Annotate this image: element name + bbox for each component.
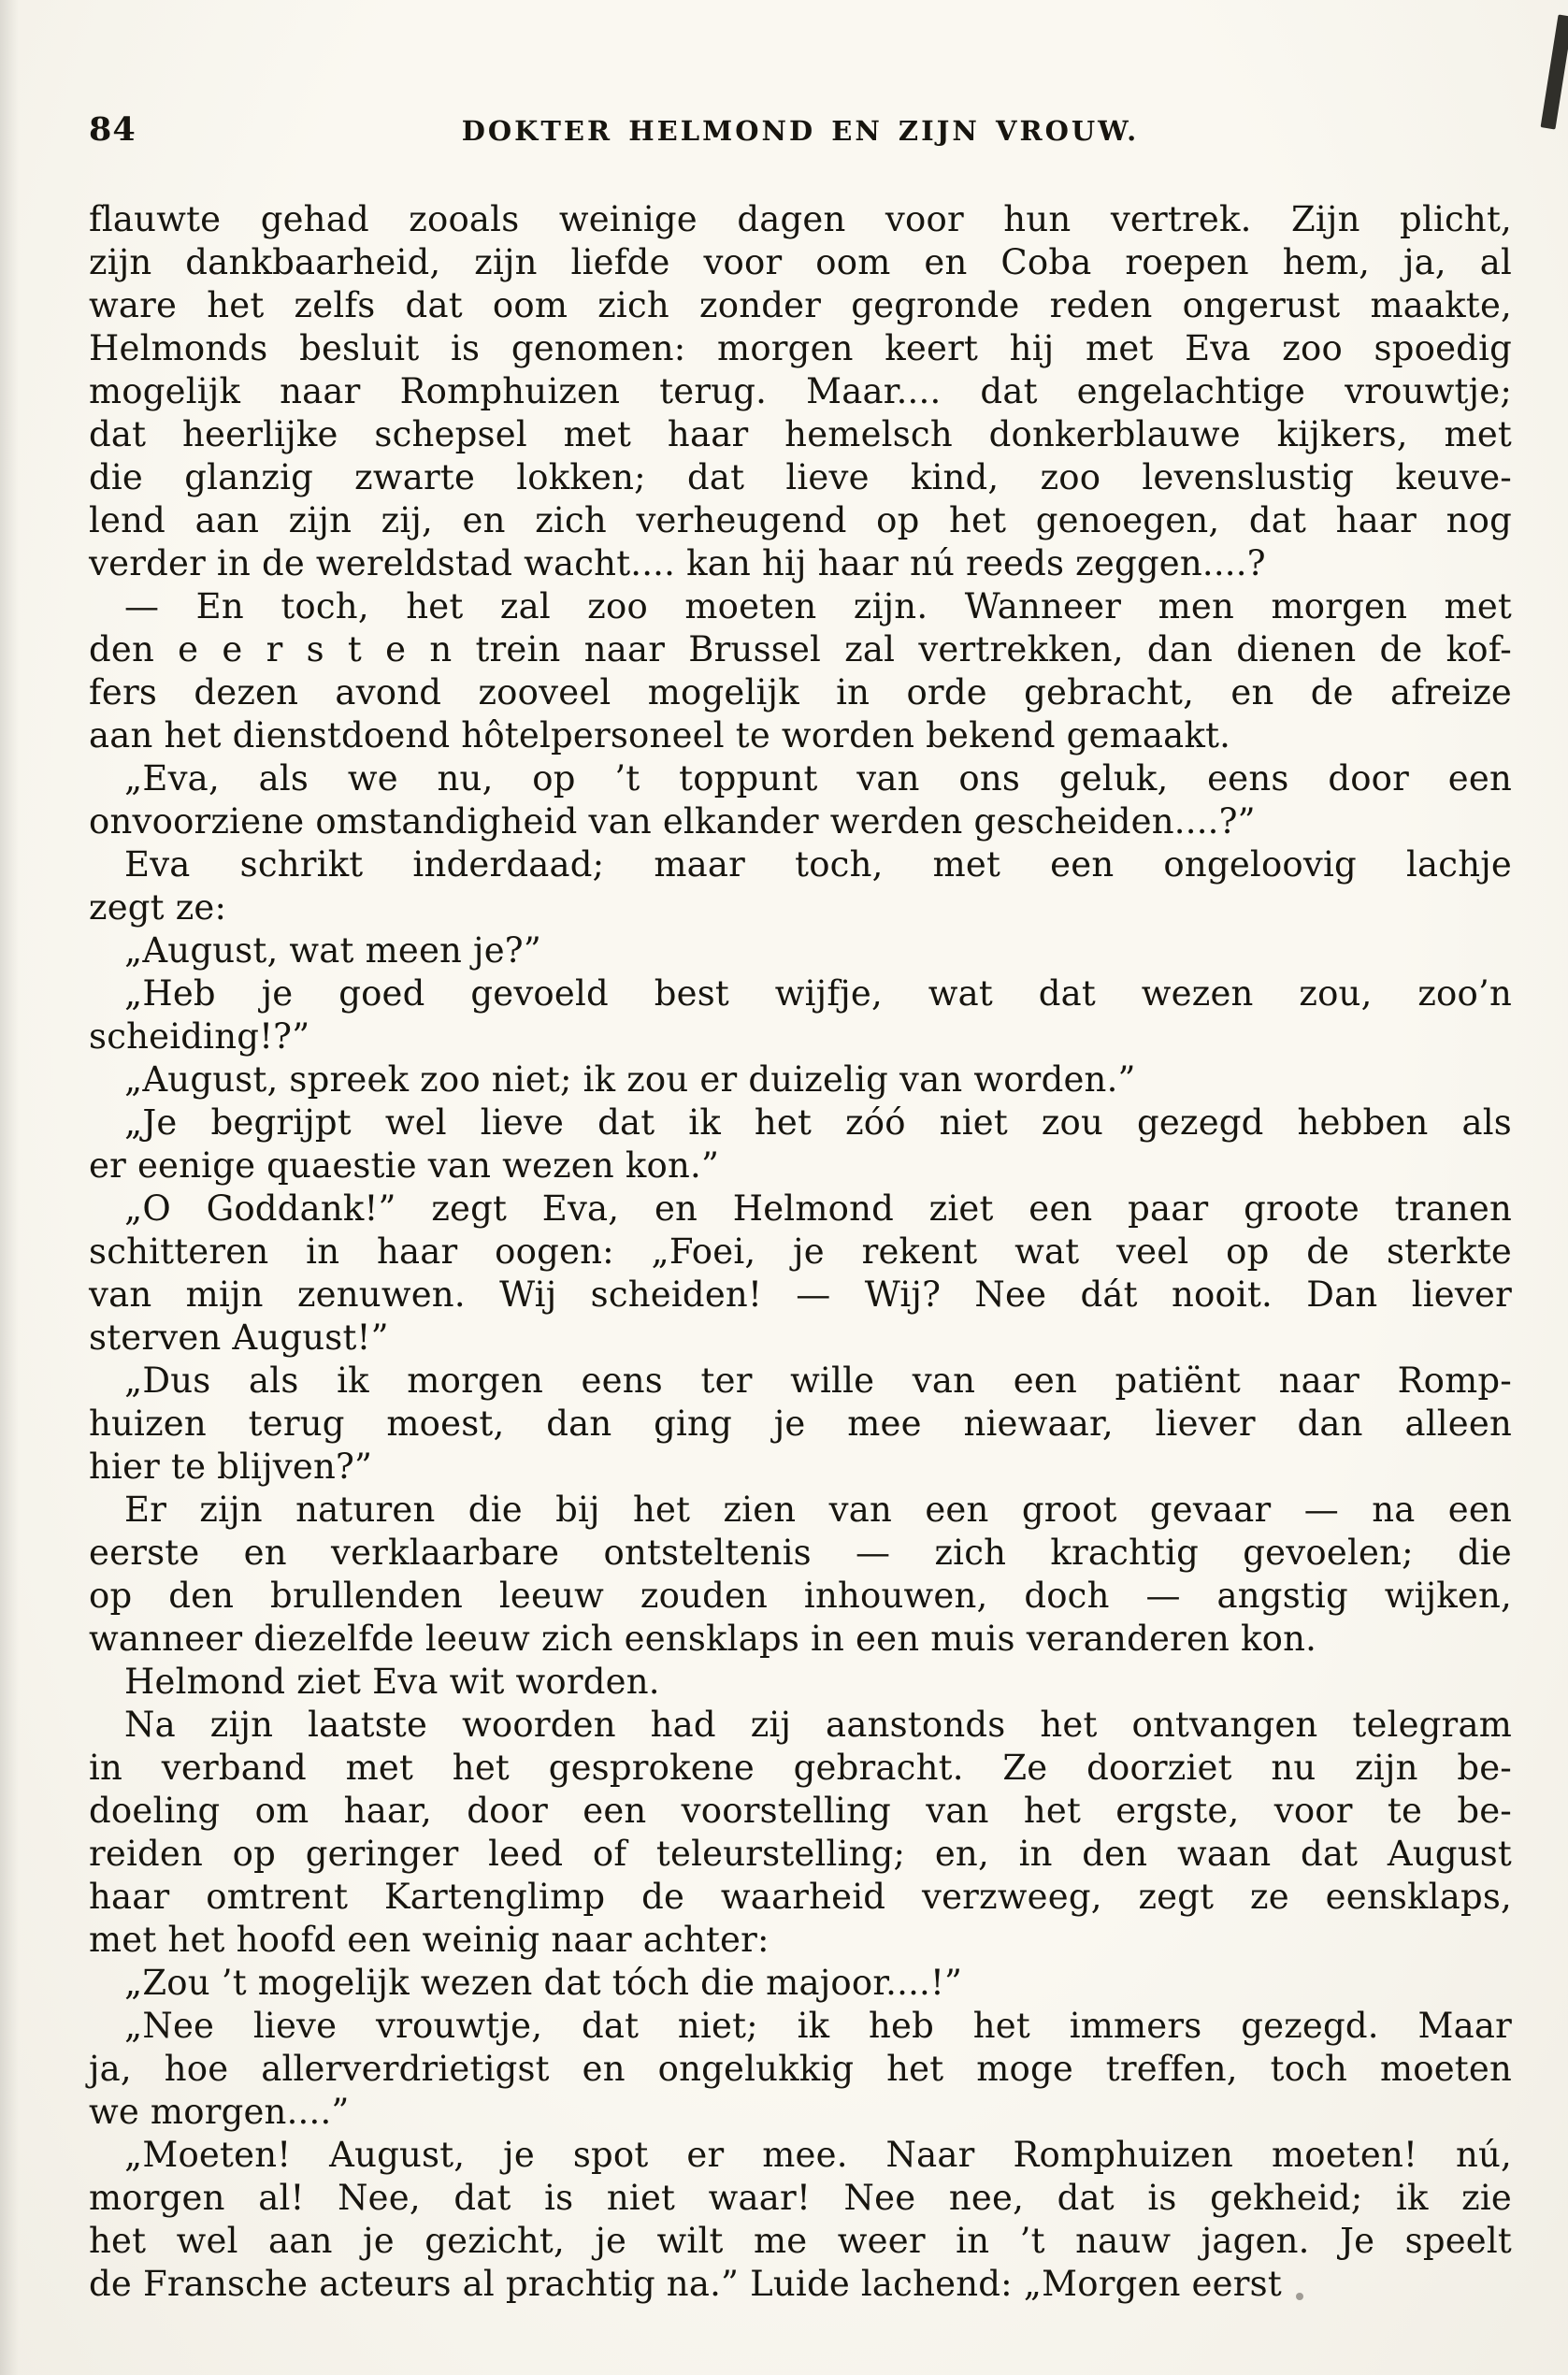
text-line: „Heb je goed gevoeld best wijfje, wat dat wezen zou, zoo’n — [124, 973, 1512, 1014]
text-line: ja, hoe allerverdrietigst en ongelukkig het moge treffen, toch moeten — [89, 2049, 1512, 2089]
text-line: „August, spreek zoo niet; ik zou er duizelig van worden.” — [124, 1059, 1136, 1100]
text-line: eerste en verklaarbare ontsteltenis — zich krachtig gevoelen; die — [89, 1533, 1512, 1573]
text-line: ware het zelfs dat oom zich zonder gegronde reden ongerust maakte, — [89, 285, 1512, 325]
text-line: doeling om haar, door een voorstelling van het ergste, voor te be- — [89, 1791, 1512, 1831]
paragraph — [89, 585, 1512, 757]
text-line: dat heerlijke schepsel met haar hemelsch donkerblauwe kijkers, met — [89, 414, 1512, 454]
text-line: op den brullenden leeuw zouden inhouwen, doch — angstig wijken, — [89, 1576, 1512, 1616]
text-line: „Zou ’t mogelijk wezen dat tóch die majoor....!” — [124, 1963, 963, 2003]
text-line: sterven August!” — [89, 1317, 389, 1358]
text-block — [89, 198, 1512, 2306]
text-line: lend aan zijn zij, en zich verheugend op het genoegen, dat haar nog — [89, 500, 1512, 540]
paragraph — [89, 1360, 1512, 1489]
text-line: „Nee lieve vrouwtje, dat niet; ik heb het immers gezegd. Maar — [124, 2006, 1512, 2046]
text-line: Na zijn laatste woorden had zij aanstonds het ontvangen telegram — [124, 1705, 1512, 1745]
text-line: „O Goddank!” zegt Eva, en Helmond ziet een paar groote tranen — [124, 1188, 1512, 1229]
text-line: „Dus als ik morgen eens ter wille van een patiënt naar Romp- — [124, 1360, 1512, 1401]
text-line: „Moeten! August, je spot er mee. Naar Romphuizen moeten! nú, — [124, 2135, 1512, 2175]
text-line: in verband met het gesprokene gebracht. Ze doorziet nu zijn be- — [89, 1748, 1512, 1788]
paragraph — [89, 1489, 1512, 1661]
text-line: de Fransche acteurs al prachtig na.” Luide lachend: „Morgen eerst — [89, 2264, 1282, 2304]
text-line: haar omtrent Kartenglimp de waarheid verzweeg, zegt ze eensklaps, — [89, 1877, 1512, 1917]
paragraph — [89, 843, 1512, 929]
text-line: er eenige quaestie van wezen kon.” — [89, 1145, 720, 1186]
paragraph — [89, 2134, 1512, 2306]
paragraph — [89, 757, 1512, 843]
text-line: van mijn zenuwen. Wij scheiden! — Wij? Nee dát nooit. Dan liever — [89, 1274, 1512, 1315]
scan-artifact-speck — [1296, 2293, 1303, 2300]
text-line: Er zijn naturen die bij het zien van een groot gevaar — na een — [124, 1490, 1512, 1530]
text-line: fers dezen avond zooveel mogelijk in orde gebracht, en de afreize — [89, 672, 1512, 712]
scan-artifact-corner — [1541, 14, 1568, 129]
paragraph — [89, 1058, 1512, 1101]
text-line: Helmonds besluit is genomen: morgen keert hij met Eva zoo spoedig — [89, 328, 1512, 368]
text-line: hier te blijven?” — [89, 1447, 373, 1487]
paragraph — [89, 1661, 1512, 1704]
page-number: 84 — [89, 110, 137, 149]
text-line: morgen al! Nee, dat is niet waar! Nee nee, dat is gekheid; ik zie — [89, 2178, 1512, 2218]
paragraph — [89, 1704, 1512, 1962]
paragraph — [89, 2005, 1512, 2134]
paragraph — [89, 929, 1512, 972]
text-line: mogelijk naar Romphuizen terug. Maar.... dat engelachtige vrouwtje; — [89, 371, 1512, 411]
text-line: Helmond ziet Eva wit worden. — [124, 1662, 660, 1702]
text-line: huizen terug moest, dan ging je mee niewaar, liever dan alleen — [89, 1403, 1512, 1444]
text-line: zegt ze: — [89, 887, 227, 928]
text-line: — En toch, het zal zoo moeten zijn. Wanneer men morgen met — [124, 586, 1512, 626]
running-head — [89, 110, 1512, 153]
text-line: aan het dienstdoend hôtelpersoneel te worden bekend gemaakt. — [89, 715, 1231, 756]
text-line: zijn dankbaarheid, zijn liefde voor oom en Coba roepen hem, ja, al — [89, 242, 1512, 282]
text-line: „Je begrijpt wel lieve dat ik het zóó niet zou gezegd hebben als — [124, 1102, 1512, 1143]
paragraph — [89, 972, 1512, 1058]
text-line: die glanzig zwarte lokken; dat lieve kind, zoo levenslustig keuve- — [89, 457, 1512, 497]
text-line: scheiding!?” — [89, 1016, 310, 1057]
text-line: reiden op geringer leed of teleurstelling; en, in den waan dat August — [89, 1834, 1512, 1874]
text-line: Eva schrikt inderdaad; maar toch, met een ongeloovig lachje — [124, 844, 1512, 885]
page-edge-shadow — [0, 0, 19, 2375]
paragraph — [89, 1101, 1512, 1188]
paragraph — [89, 1188, 1512, 1360]
text-line: we morgen....” — [89, 2092, 350, 2132]
text-line: het wel aan je gezicht, je wilt me weer in ’t nauw jagen. Je speelt — [89, 2221, 1512, 2261]
text-line: „Eva, als we nu, op ’t toppunt van ons geluk, eens door een — [124, 758, 1512, 799]
text-line: met het hoofd een weinig naar achter: — [89, 1920, 770, 1960]
text-line: verder in de wereldstad wacht.... kan hij haar nú reeds zeggen....? — [89, 543, 1266, 583]
text-line: onvoorziene omstandigheid van elkander werden gescheiden....?” — [89, 801, 1256, 842]
text-line: „August, wat meen je?” — [124, 930, 541, 971]
running-title: DOKTER HELMOND EN ZIJN VROUW. — [461, 115, 1140, 147]
text-line: schitteren in haar oogen: „Foei, je rekent wat veel op de sterkte — [89, 1231, 1512, 1272]
paragraph — [89, 198, 1512, 585]
text-line: den e e r s t e n trein naar Brussel zal vertrekken, dan dienen de kof- — [89, 629, 1512, 669]
text-line: wanneer diezelfde leeuw zich eensklaps in een muis veranderen kon. — [89, 1619, 1317, 1659]
paragraph — [89, 1962, 1512, 2005]
text-line: flauwte gehad zooals weinige dagen voor hun vertrek. Zijn plicht, — [89, 199, 1512, 239]
